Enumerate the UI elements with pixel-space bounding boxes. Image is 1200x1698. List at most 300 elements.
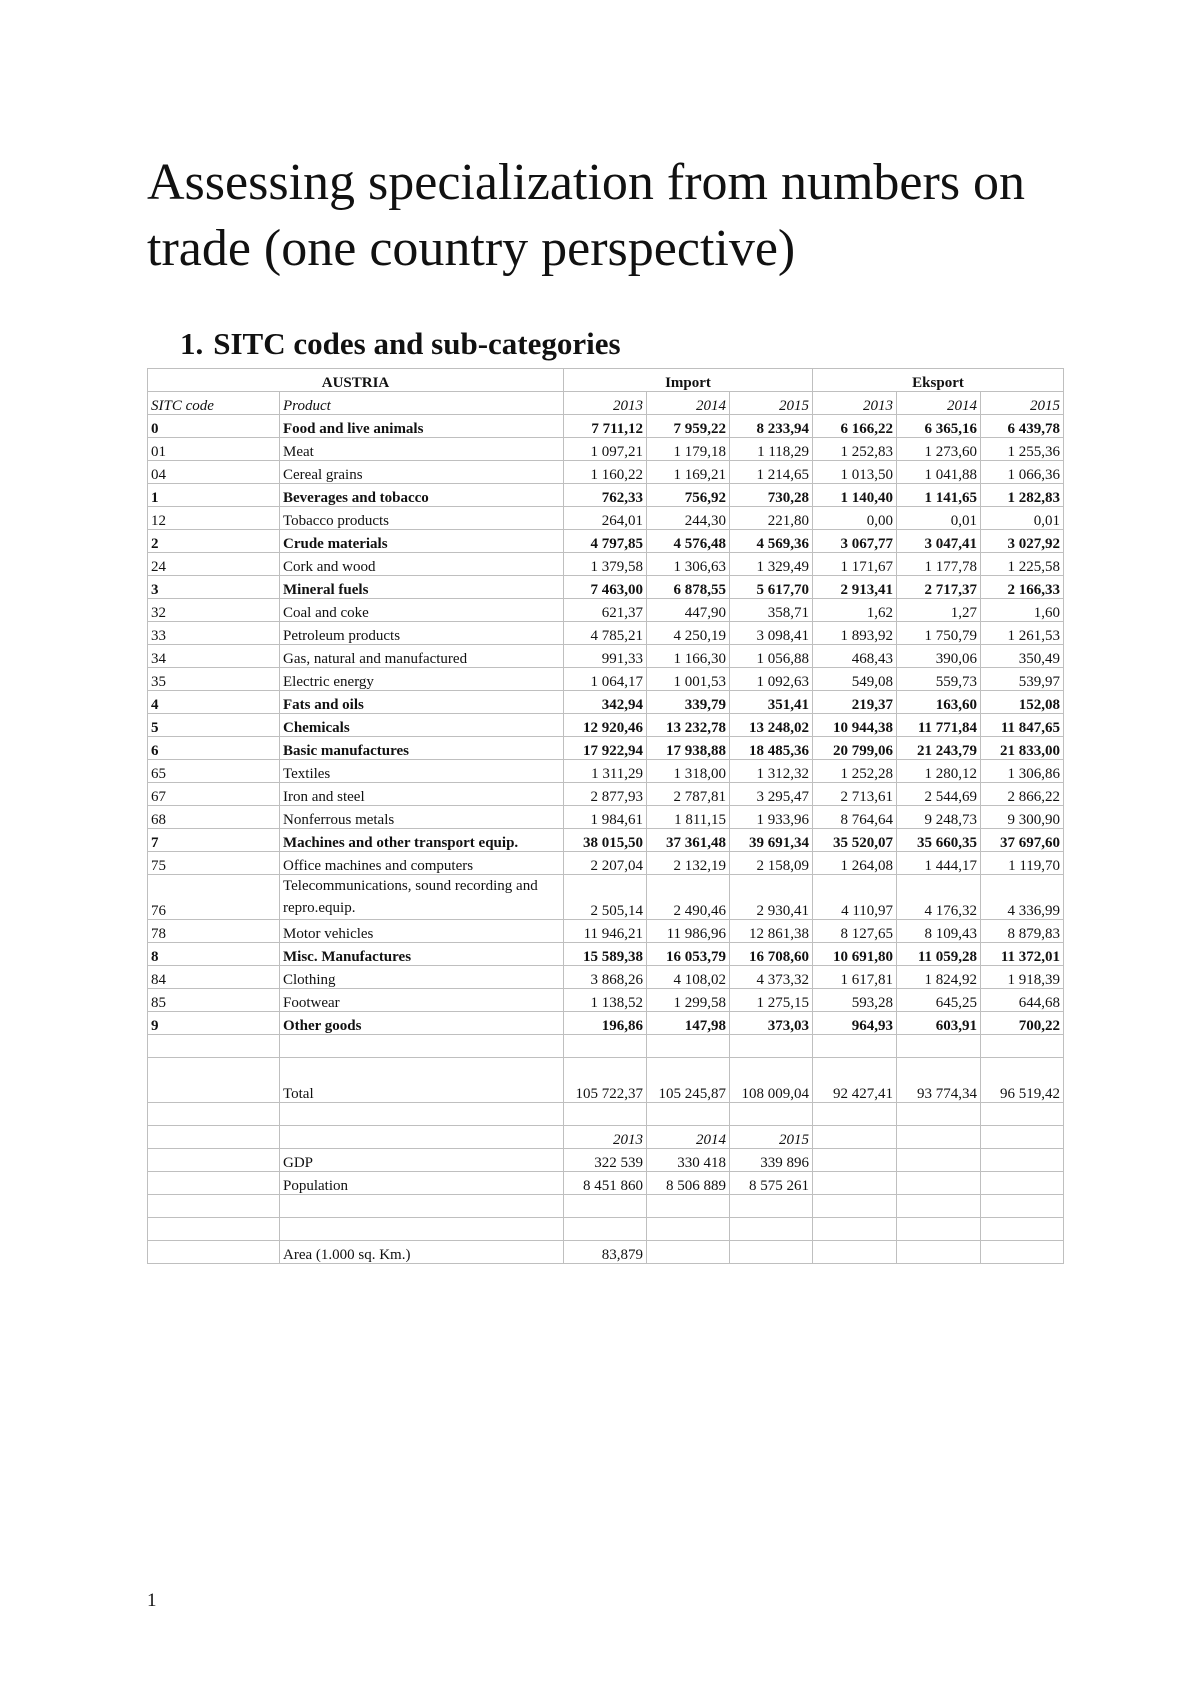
export-value: 1 252,28 (813, 760, 897, 783)
import-value: 447,90 (647, 599, 730, 622)
empty-cell (148, 1058, 280, 1103)
import-value: 7 959,22 (647, 415, 730, 438)
code-header: SITC code (148, 392, 280, 415)
export-value: 1 306,86 (981, 760, 1064, 783)
table-row (148, 553, 1064, 576)
empty-cell (647, 1195, 730, 1218)
sitc-code: 76 (148, 875, 280, 920)
export-value: 390,06 (897, 645, 981, 668)
empty-cell (813, 1035, 897, 1058)
export-value: 9 300,90 (981, 806, 1064, 829)
table-row (148, 415, 1064, 438)
import-value: 11 986,96 (647, 920, 730, 943)
product-name: Clothing (280, 966, 564, 989)
product-name: Iron and steel (280, 783, 564, 806)
export-value: 152,08 (981, 691, 1064, 714)
product-name: Office machines and computers (280, 852, 564, 875)
table-row (148, 484, 1064, 507)
import-value: 1 097,21 (564, 438, 647, 461)
export-value: 1,60 (981, 599, 1064, 622)
export-value: 6 166,22 (813, 415, 897, 438)
empty-cell (280, 1103, 564, 1126)
import-value: 730,28 (730, 484, 813, 507)
empty-cell (981, 1241, 1064, 1264)
empty-cell (647, 1241, 730, 1264)
export-value: 1 177,78 (897, 553, 981, 576)
export-value: 559,73 (897, 668, 981, 691)
product-name: Motor vehicles (280, 920, 564, 943)
empty-cell (981, 1149, 1064, 1172)
import-value: 1 312,32 (730, 760, 813, 783)
table-row (148, 530, 1064, 553)
product-name: Crude materials (280, 530, 564, 553)
empty-cell (280, 1195, 564, 1218)
sitc-code: 01 (148, 438, 280, 461)
sitc-code: 3 (148, 576, 280, 599)
export-value: 4 110,97 (813, 875, 897, 920)
gdp-value: 339 896 (730, 1149, 813, 1172)
import-value: 11 946,21 (564, 920, 647, 943)
import-value: 221,80 (730, 507, 813, 530)
export-value: 603,91 (897, 1012, 981, 1035)
export-value: 6 365,16 (897, 415, 981, 438)
export-value: 1 264,08 (813, 852, 897, 875)
empty-cell (981, 1103, 1064, 1126)
empty-cell (280, 1035, 564, 1058)
import-value: 4 785,21 (564, 622, 647, 645)
table-row (148, 875, 1064, 920)
empty-cell (813, 1218, 897, 1241)
empty-cell (897, 1149, 981, 1172)
import-value: 1 933,96 (730, 806, 813, 829)
empty-cell (981, 1218, 1064, 1241)
import-value: 2 877,93 (564, 783, 647, 806)
empty-cell (813, 1103, 897, 1126)
export-year-header: 2014 (897, 392, 981, 415)
export-value: 1 261,53 (981, 622, 1064, 645)
product-name: Food and live animals (280, 415, 564, 438)
import-value: 2 930,41 (730, 875, 813, 920)
empty-cell (647, 1035, 730, 1058)
empty-cell (813, 1172, 897, 1195)
table-row (148, 943, 1064, 966)
product-name: Basic manufactures (280, 737, 564, 760)
export-value: 1,27 (897, 599, 981, 622)
empty-cell (813, 1126, 897, 1149)
header-group-row (148, 369, 1064, 392)
import-value: 38 015,50 (564, 829, 647, 852)
export-value: 37 697,60 (981, 829, 1064, 852)
total-value: 108 009,04 (730, 1058, 813, 1103)
export-value: 1 255,36 (981, 438, 1064, 461)
product-name: Tobacco products (280, 507, 564, 530)
empty-cell (981, 1172, 1064, 1195)
export-value: 1 282,83 (981, 484, 1064, 507)
table-row (148, 760, 1064, 783)
export-value: 645,25 (897, 989, 981, 1012)
product-name: Footwear (280, 989, 564, 1012)
export-value: 8 764,64 (813, 806, 897, 829)
population-row (148, 1172, 1064, 1195)
area-row (148, 1241, 1064, 1264)
export-value: 1 280,12 (897, 760, 981, 783)
sitc-code: 9 (148, 1012, 280, 1035)
export-value: 10 691,80 (813, 943, 897, 966)
import-value: 1 001,53 (647, 668, 730, 691)
import-value: 15 589,38 (564, 943, 647, 966)
export-value: 2 713,61 (813, 783, 897, 806)
export-value: 1 918,39 (981, 966, 1064, 989)
empty-cell (148, 1218, 280, 1241)
export-year-header: 2013 (813, 392, 897, 415)
empty-cell (730, 1195, 813, 1218)
sitc-code: 32 (148, 599, 280, 622)
empty-cell (897, 1126, 981, 1149)
import-value: 12 920,46 (564, 714, 647, 737)
product-name: Beverages and tobacco (280, 484, 564, 507)
table-row (148, 599, 1064, 622)
import-value: 1 379,58 (564, 553, 647, 576)
product-name: Cork and wood (280, 553, 564, 576)
export-value: 4 336,99 (981, 875, 1064, 920)
trade-table (147, 368, 1064, 1264)
table-row (148, 829, 1064, 852)
export-value: 2 544,69 (897, 783, 981, 806)
export-value: 20 799,06 (813, 737, 897, 760)
import-value: 756,92 (647, 484, 730, 507)
empty-row (148, 1035, 1064, 1058)
import-value: 17 922,94 (564, 737, 647, 760)
empty-cell (730, 1035, 813, 1058)
export-value: 3 047,41 (897, 530, 981, 553)
empty-cell (280, 1218, 564, 1241)
import-value: 7 463,00 (564, 576, 647, 599)
export-value: 1 225,58 (981, 553, 1064, 576)
sitc-code: 4 (148, 691, 280, 714)
section-number: 1. (180, 326, 204, 361)
export-value: 1 171,67 (813, 553, 897, 576)
export-value: 1 066,36 (981, 461, 1064, 484)
export-value: 21 243,79 (897, 737, 981, 760)
import-value: 3 295,47 (730, 783, 813, 806)
empty-cell (897, 1195, 981, 1218)
export-value: 593,28 (813, 989, 897, 1012)
import-value: 1 299,58 (647, 989, 730, 1012)
export-value: 350,49 (981, 645, 1064, 668)
population-value: 8 575 261 (730, 1172, 813, 1195)
empty-cell (897, 1218, 981, 1241)
empty-cell (813, 1195, 897, 1218)
sitc-code: 7 (148, 829, 280, 852)
empty-row (148, 1195, 1064, 1218)
total-value: 92 427,41 (813, 1058, 897, 1103)
export-value: 549,08 (813, 668, 897, 691)
export-value: 964,93 (813, 1012, 897, 1035)
export-value: 0,01 (897, 507, 981, 530)
export-value: 1 252,83 (813, 438, 897, 461)
sitc-code: 8 (148, 943, 280, 966)
table-row (148, 622, 1064, 645)
table-row (148, 576, 1064, 599)
import-value: 6 878,55 (647, 576, 730, 599)
export-value: 1 041,88 (897, 461, 981, 484)
import-value: 1 118,29 (730, 438, 813, 461)
export-value: 21 833,00 (981, 737, 1064, 760)
import-value: 1 214,65 (730, 461, 813, 484)
empty-row (148, 1103, 1064, 1126)
table-row (148, 507, 1064, 530)
gdp-row (148, 1149, 1064, 1172)
product-name: Gas, natural and manufactured (280, 645, 564, 668)
import-value: 2 207,04 (564, 852, 647, 875)
import-value: 1 984,61 (564, 806, 647, 829)
empty-cell (897, 1035, 981, 1058)
empty-cell (148, 1035, 280, 1058)
product-name: Cereal grains (280, 461, 564, 484)
import-value: 12 861,38 (730, 920, 813, 943)
import-value: 2 490,46 (647, 875, 730, 920)
import-value: 373,03 (730, 1012, 813, 1035)
export-value: 1,62 (813, 599, 897, 622)
table-row (148, 645, 1064, 668)
import-value: 351,41 (730, 691, 813, 714)
import-year-header: 2013 (564, 392, 647, 415)
empty-cell (897, 1241, 981, 1264)
total-label: Total (280, 1058, 564, 1103)
sitc-code: 1 (148, 484, 280, 507)
export-year-header: 2015 (981, 392, 1064, 415)
import-value: 358,71 (730, 599, 813, 622)
product-name: Chemicals (280, 714, 564, 737)
product-name: Misc. Manufactures (280, 943, 564, 966)
sitc-code: 0 (148, 415, 280, 438)
import-value: 3 098,41 (730, 622, 813, 645)
import-value: 7 711,12 (564, 415, 647, 438)
empty-cell (280, 1126, 564, 1149)
sitc-code: 33 (148, 622, 280, 645)
table-row (148, 806, 1064, 829)
export-value: 2 913,41 (813, 576, 897, 599)
product-name: Textiles (280, 760, 564, 783)
table-row (148, 737, 1064, 760)
section-heading (180, 326, 621, 362)
product-name: Meat (280, 438, 564, 461)
import-value: 39 691,34 (730, 829, 813, 852)
import-value: 342,94 (564, 691, 647, 714)
population-value: 8 451 860 (564, 1172, 647, 1195)
empty-cell (148, 1241, 280, 1264)
gdp-value: 322 539 (564, 1149, 647, 1172)
import-value: 2 132,19 (647, 852, 730, 875)
export-value: 1 141,65 (897, 484, 981, 507)
empty-cell (647, 1103, 730, 1126)
empty-cell (564, 1035, 647, 1058)
import-value: 4 569,36 (730, 530, 813, 553)
import-value: 4 576,48 (647, 530, 730, 553)
product-name: Mineral fuels (280, 576, 564, 599)
import-value: 16 708,60 (730, 943, 813, 966)
import-value: 1 169,21 (647, 461, 730, 484)
export-value: 1 617,81 (813, 966, 897, 989)
export-header: Eksport (813, 369, 1064, 392)
import-header: Import (564, 369, 813, 392)
sitc-code: 75 (148, 852, 280, 875)
export-value: 6 439,78 (981, 415, 1064, 438)
macro-year-header: 2014 (647, 1126, 730, 1149)
export-value: 3 027,92 (981, 530, 1064, 553)
import-value: 1 318,00 (647, 760, 730, 783)
empty-cell (148, 1103, 280, 1126)
sitc-code: 68 (148, 806, 280, 829)
import-year-header: 2014 (647, 392, 730, 415)
table-row (148, 966, 1064, 989)
total-value: 93 774,34 (897, 1058, 981, 1103)
import-value: 3 868,26 (564, 966, 647, 989)
import-value: 1 811,15 (647, 806, 730, 829)
total-value: 105 245,87 (647, 1058, 730, 1103)
export-value: 0,00 (813, 507, 897, 530)
export-value: 1 119,70 (981, 852, 1064, 875)
sitc-code: 78 (148, 920, 280, 943)
import-value: 2 787,81 (647, 783, 730, 806)
page-title: Assessing specialization from numbers on trade (one country perspective) (147, 154, 1026, 277)
product-header: Product (280, 392, 564, 415)
import-value: 1 160,22 (564, 461, 647, 484)
import-value: 1 166,30 (647, 645, 730, 668)
import-value: 4 373,32 (730, 966, 813, 989)
sitc-code: 04 (148, 461, 280, 484)
export-value: 644,68 (981, 989, 1064, 1012)
export-value: 8 109,43 (897, 920, 981, 943)
export-value: 163,60 (897, 691, 981, 714)
page-number: 1 (147, 1590, 157, 1611)
export-value: 2 866,22 (981, 783, 1064, 806)
section-title: SITC codes and sub-categories (213, 326, 621, 361)
import-value: 1 092,63 (730, 668, 813, 691)
gdp-label: GDP (280, 1149, 564, 1172)
export-value: 1 013,50 (813, 461, 897, 484)
total-value: 96 519,42 (981, 1058, 1064, 1103)
export-value: 700,22 (981, 1012, 1064, 1035)
import-value: 1 311,29 (564, 760, 647, 783)
product-name: Nonferrous metals (280, 806, 564, 829)
export-value: 539,97 (981, 668, 1064, 691)
empty-cell (981, 1035, 1064, 1058)
import-value: 762,33 (564, 484, 647, 507)
population-value: 8 506 889 (647, 1172, 730, 1195)
import-year-header: 2015 (730, 392, 813, 415)
export-value: 1 750,79 (897, 622, 981, 645)
sitc-code: 12 (148, 507, 280, 530)
product-name: Telecommunications, sound recording and repro.equip. (280, 875, 564, 920)
sitc-code: 5 (148, 714, 280, 737)
import-value: 621,37 (564, 599, 647, 622)
export-value: 35 660,35 (897, 829, 981, 852)
country-header: AUSTRIA (148, 369, 564, 392)
import-value: 13 232,78 (647, 714, 730, 737)
table-row (148, 783, 1064, 806)
import-value: 16 053,79 (647, 943, 730, 966)
empty-cell (897, 1103, 981, 1126)
product-name: Fats and oils (280, 691, 564, 714)
sitc-code: 34 (148, 645, 280, 668)
sitc-code: 2 (148, 530, 280, 553)
export-value: 0,01 (981, 507, 1064, 530)
empty-cell (647, 1218, 730, 1241)
empty-cell (813, 1241, 897, 1264)
sitc-code: 24 (148, 553, 280, 576)
table-row (148, 989, 1064, 1012)
import-value: 1 275,15 (730, 989, 813, 1012)
export-value: 11 059,28 (897, 943, 981, 966)
product-name: Coal and coke (280, 599, 564, 622)
table-row (148, 438, 1064, 461)
area-value: 83,879 (564, 1241, 647, 1264)
import-value: 8 233,94 (730, 415, 813, 438)
gdp-value: 330 418 (647, 1149, 730, 1172)
export-value: 2 166,33 (981, 576, 1064, 599)
empty-cell (564, 1218, 647, 1241)
table-row (148, 668, 1064, 691)
import-value: 1 306,63 (647, 553, 730, 576)
export-value: 8 879,83 (981, 920, 1064, 943)
total-value: 105 722,37 (564, 1058, 647, 1103)
import-value: 264,01 (564, 507, 647, 530)
export-value: 1 140,40 (813, 484, 897, 507)
sitc-code: 67 (148, 783, 280, 806)
import-value: 1 138,52 (564, 989, 647, 1012)
sitc-code: 6 (148, 737, 280, 760)
table-row (148, 1012, 1064, 1035)
macro-year-header: 2015 (730, 1126, 813, 1149)
empty-cell (981, 1195, 1064, 1218)
export-value: 35 520,07 (813, 829, 897, 852)
sitc-code: 65 (148, 760, 280, 783)
area-label: Area (1.000 sq. Km.) (280, 1241, 564, 1264)
table-row (148, 691, 1064, 714)
export-value: 10 944,38 (813, 714, 897, 737)
import-value: 4 797,85 (564, 530, 647, 553)
sitc-code: 84 (148, 966, 280, 989)
macro-year-header: 2013 (564, 1126, 647, 1149)
import-value: 1 056,88 (730, 645, 813, 668)
export-value: 1 893,92 (813, 622, 897, 645)
product-name: Other goods (280, 1012, 564, 1035)
sitc-code: 85 (148, 989, 280, 1012)
import-value: 991,33 (564, 645, 647, 668)
import-value: 2 505,14 (564, 875, 647, 920)
export-value: 1 273,60 (897, 438, 981, 461)
table-row (148, 461, 1064, 484)
table-row (148, 852, 1064, 875)
empty-cell (730, 1103, 813, 1126)
table-row (148, 714, 1064, 737)
empty-cell (981, 1126, 1064, 1149)
empty-cell (148, 1172, 280, 1195)
export-value: 4 176,32 (897, 875, 981, 920)
product-name: Electric energy (280, 668, 564, 691)
export-value: 9 248,73 (897, 806, 981, 829)
import-value: 1 179,18 (647, 438, 730, 461)
import-value: 2 158,09 (730, 852, 813, 875)
empty-cell (564, 1195, 647, 1218)
export-value: 219,37 (813, 691, 897, 714)
sitc-code: 35 (148, 668, 280, 691)
table-row (148, 920, 1064, 943)
import-value: 18 485,36 (730, 737, 813, 760)
import-value: 244,30 (647, 507, 730, 530)
population-label: Population (280, 1172, 564, 1195)
